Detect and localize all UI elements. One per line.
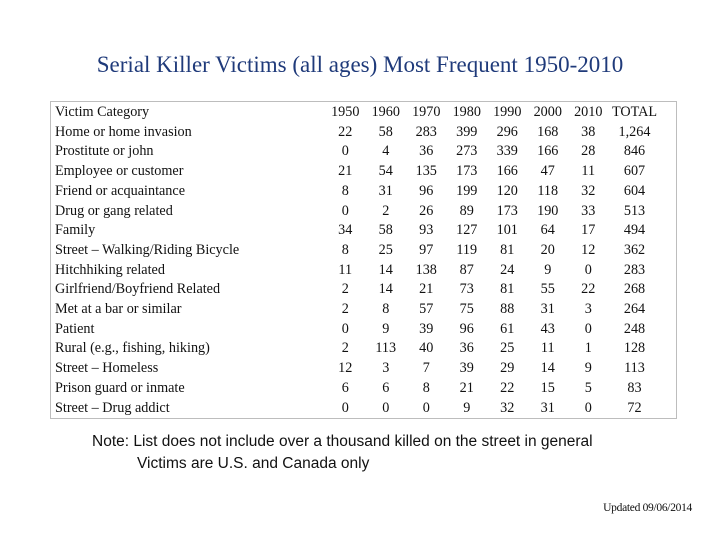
row-value: 0 [341,320,349,337]
row-value: 2 [341,281,349,298]
row-value: 199 [456,182,478,199]
row-value: 34 [338,222,353,239]
row-value: 3 [382,360,390,377]
row-value: 0 [341,143,349,160]
row-category: Prostitute or john [55,143,154,160]
table-row [55,182,661,202]
row-value: 25 [500,340,515,357]
row-value: 25 [378,241,393,258]
row-value: 43 [540,320,555,337]
row-value: 40 [419,340,434,357]
note-line: Victims are U.S. and Canada only [137,455,370,472]
row-value: 39 [459,360,474,377]
row-value: 399 [456,123,478,140]
row-value: 24 [500,261,515,278]
row-value: 73 [459,281,474,298]
table-row [55,339,661,359]
row-category: Employee or customer [55,163,184,180]
header-year: 2000 [533,104,562,120]
note-line: Note: List does not include over a thousand killed on the street in general [92,433,593,450]
row-value: 38 [581,123,596,140]
row-value: 93 [419,222,434,239]
header-total: TOTAL [611,104,658,120]
row-value: 8 [341,182,349,199]
row-total: 83 [627,379,642,396]
row-value: 6 [341,379,349,396]
table-row [55,359,661,379]
row-value: 14 [378,281,393,298]
row-value: 2 [341,340,349,357]
table-row [55,162,661,182]
row-value: 12 [581,241,596,258]
row-total: 846 [623,143,646,160]
row-value: 120 [496,182,518,199]
row-value: 168 [537,123,559,140]
row-value: 119 [456,241,478,258]
row-value: 31 [378,182,393,199]
row-value: 14 [378,261,393,278]
row-value: 127 [456,222,478,239]
row-value: 2 [341,301,349,318]
row-value: 166 [537,143,559,160]
row-category: Drug or gang related [55,202,173,219]
row-value: 135 [415,163,437,180]
table-row [55,280,661,300]
row-value: 0 [382,399,390,416]
table-header-row [55,103,661,123]
victims-table [55,103,661,418]
row-category: Hitchhiking related [55,261,165,278]
row-category: Street – Drug addict [55,399,170,416]
row-value: 17 [581,222,596,239]
table-body [55,123,661,419]
row-value: 29 [500,360,515,377]
row-value: 173 [456,163,478,180]
row-value: 4 [382,143,390,160]
table-row [55,320,661,340]
row-value: 339 [496,143,518,160]
row-total: 268 [623,281,646,298]
row-value: 32 [500,399,515,416]
table-row [55,379,661,399]
row-value: 173 [496,202,518,219]
row-total: 607 [623,163,646,180]
row-category: Prison guard or inmate [55,379,185,396]
table-row [55,261,661,281]
row-value: 2 [382,202,390,219]
row-value: 28 [581,143,596,160]
row-value: 8 [422,379,430,396]
row-value: 32 [581,182,596,199]
row-value: 7 [422,360,430,377]
row-total: 494 [623,222,646,239]
row-value: 33 [581,202,596,219]
table-row [55,241,661,261]
row-value: 57 [419,301,434,318]
table-row [55,142,661,162]
row-value: 9 [544,261,552,278]
row-value: 21 [338,163,353,180]
row-total: 72 [627,399,642,416]
row-value: 3 [584,301,592,318]
row-value: 296 [496,123,518,140]
row-value: 31 [540,301,555,318]
row-total: 604 [623,182,646,199]
row-value: 47 [540,163,555,180]
table-row [55,300,661,320]
row-value: 22 [581,281,596,298]
row-value: 15 [540,379,555,396]
table-row [55,202,661,222]
page-title: Serial Killer Victims (all ages) Most Frequent 1950-2010 [96,52,624,77]
row-category: Patient [55,320,95,337]
row-value: 21 [419,281,434,298]
row-value: 118 [537,182,559,199]
updated-date: Updated 09/06/2014 [603,502,692,514]
row-value: 58 [378,123,393,140]
row-value: 54 [378,163,393,180]
row-category: Family [55,222,96,239]
row-value: 22 [500,379,515,396]
row-value: 81 [500,241,515,258]
row-category: Girlfriend/Boyfriend Related [55,281,221,298]
row-value: 26 [419,202,434,219]
row-value: 96 [459,320,474,337]
row-value: 87 [459,261,474,278]
row-value: 36 [419,143,434,160]
row-category: Met at a bar or similar [55,301,182,318]
row-value: 0 [584,399,592,416]
row-value: 81 [500,281,515,298]
header-year: 1960 [371,104,400,120]
row-total: 248 [623,320,646,337]
row-total: 128 [623,340,646,357]
row-value: 190 [537,202,559,219]
row-category: Street – Homeless [55,360,159,377]
row-value: 12 [338,360,353,377]
row-value: 283 [415,123,437,140]
row-value: 0 [584,261,592,278]
row-value: 61 [500,320,515,337]
row-value: 58 [378,222,393,239]
row-value: 20 [540,241,555,258]
row-value: 11 [338,261,353,278]
row-value: 166 [496,163,518,180]
row-total: 362 [623,241,646,258]
row-value: 0 [422,399,430,416]
table-row [55,221,661,241]
row-value: 9 [382,320,390,337]
table-row [55,123,661,143]
row-total: 1,264 [618,123,651,140]
header-category: Victim Category [55,104,150,120]
row-value: 9 [463,399,471,416]
header-year: 1990 [493,104,522,120]
row-value: 89 [459,202,474,219]
row-value: 8 [382,301,390,318]
row-value: 64 [540,222,555,239]
row-total: 264 [623,301,646,318]
row-total: 513 [623,202,646,219]
row-value: 75 [459,301,474,318]
row-value: 96 [419,182,434,199]
row-value: 5 [584,379,592,396]
row-category: Street – Walking/Riding Bicycle [55,241,240,258]
row-value: 1 [584,340,592,357]
row-value: 36 [459,340,474,357]
row-value: 88 [500,301,515,318]
row-value: 22 [338,123,353,140]
row-value: 31 [540,399,555,416]
row-value: 113 [375,340,397,357]
row-value: 8 [341,241,349,258]
row-value: 6 [382,379,390,396]
row-value: 0 [341,399,349,416]
row-value: 0 [584,320,592,337]
row-value: 14 [540,360,555,377]
row-value: 138 [415,261,437,278]
row-total: 283 [623,261,646,278]
header-year: 1970 [412,104,441,120]
header-year: 2010 [574,104,603,120]
row-value: 11 [540,340,555,357]
notes [92,431,593,475]
row-category: Rural (e.g., fishing, hiking) [55,340,210,357]
row-value: 0 [341,202,349,219]
row-category: Home or home invasion [55,123,192,140]
row-value: 101 [496,222,518,239]
row-value: 55 [540,281,555,298]
row-value: 21 [459,379,474,396]
header-year: 1980 [452,104,481,120]
row-value: 11 [581,163,596,180]
row-category: Friend or acquaintance [55,182,185,199]
row-total: 113 [624,360,645,377]
row-value: 273 [456,143,478,160]
table-row [55,399,661,419]
row-value: 9 [584,360,592,377]
header-year: 1950 [331,104,360,120]
row-value: 39 [419,320,434,337]
row-value: 97 [419,241,434,258]
